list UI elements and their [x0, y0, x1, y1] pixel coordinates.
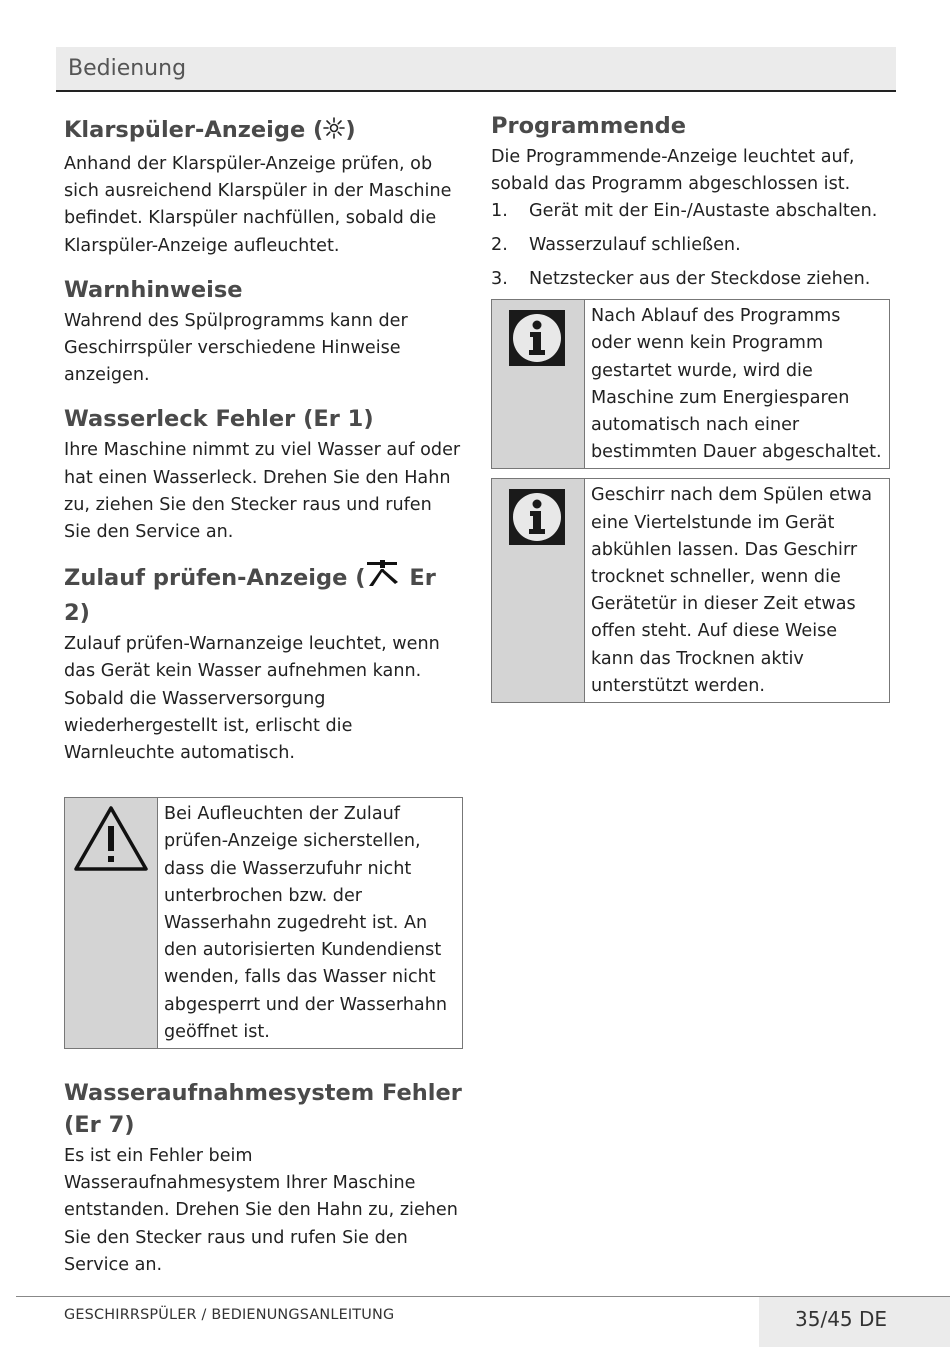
info-icon [509, 489, 565, 549]
info-box [491, 478, 890, 703]
section-title: Programmende [491, 113, 686, 139]
list-item: 2. Wasserzulauf schließen. [491, 235, 741, 255]
section-title: Klarspüler-Anzeige ( ) [64, 114, 464, 149]
steps-list [491, 198, 891, 292]
page-number: 35/45 DE [795, 1307, 888, 1331]
info-icon [509, 310, 565, 370]
list-item: 3. Netzstecker aus der Steckdose ziehen. [491, 268, 871, 289]
warning-icon-cell [65, 798, 158, 1048]
section-warnhinweise [64, 274, 464, 390]
section-klarspueler [64, 114, 464, 260]
section-body: Die Programmende-Anzeige leuchtet auf, sobald das Programm abgeschlossen ist. [491, 147, 855, 195]
section-zulauf [64, 560, 464, 767]
info-icon-cell [492, 300, 585, 468]
section-title: Wasserleck Fehler (Er 1) [64, 406, 374, 433]
section-body: Wahrend des Spülprogramms kann der Geschirrspüler verschiedene Hinweise anzeigen. [64, 310, 408, 386]
page-header [56, 47, 896, 92]
warning-triangle-icon [73, 804, 149, 876]
warning-box [64, 797, 463, 1049]
info-box [491, 299, 890, 469]
sun-icon [323, 116, 345, 149]
header-title: Bedienung [68, 56, 187, 81]
section-title: Wasseraufnahmesystem Fehler (Er 7) [64, 1080, 462, 1139]
right-column [491, 110, 891, 703]
info-icon-cell [492, 479, 585, 702]
info-text: Nach Ablauf des Programms oder wenn kein Programm gestartet wurde, wird die Maschine zum Energiesparen automatisch nach einer bestimmten Dauer abgeschaltet. [591, 306, 882, 463]
section-body: Es ist ein Fehler beim Wasseraufnahmesystem Ihrer Maschine entstanden. Drehen Sie den Hahn zu, ziehen Sie den Stecker raus und rufen Sie den Service an. [64, 1146, 458, 1275]
section-wasseraufnahme [64, 1077, 464, 1279]
section-body: Anhand der Klarspüler-Anzeige prüfen, ob sich ausreichend Klarspüler in der Maschine befindet. Klarspüler nachfüllen, sobald die Klarspüler-Anzeige aufleuchtet. [64, 154, 452, 256]
footer-title: GESCHIRRSPÜLER / BEDIENUNGSANLEITUNG [64, 1307, 395, 1323]
warning-text: Bei Aufleuchten der Zulauf prüfen-Anzeige sicherstellen, dass die Wasserzufuhr nicht unterbrochen bzw. der Wasserhahn zugedreht ist. An den autorisierten Kundendienst wenden, falls das Wasser nicht abgesperrt und der Wasserhahn geöffnet ist. [164, 804, 447, 1042]
section-body: Ihre Maschine nimmt zu viel Wasser auf oder hat einen Wasserleck. Drehen Sie den Hahn zu, ziehen Sie den Stecker raus und rufen Sie den Service an. [64, 440, 461, 543]
section-title: Warnhinweise [64, 276, 243, 303]
list-item: 1. Gerät mit der Ein-/Austaste abschalten. [491, 201, 878, 222]
section-title: Zulauf prüfen-Anzeige ( Er 2) [64, 560, 464, 629]
footer-page-box [759, 1297, 950, 1347]
section-programmende [491, 110, 891, 293]
section-wasserleck [64, 403, 464, 546]
water-tap-icon [365, 560, 401, 597]
info-text: Geschirr nach dem Spülen etwa eine Viertelstunde im Gerät abkühlen lassen. Das Geschirr trocknet schneller, wenn die Gerätetür in dieser Zeit etwas offen steht. Auf diese Weise kann das Trocknen aktiv unterstützt werden. [591, 485, 872, 696]
left-column [64, 114, 464, 1293]
section-body: Zulauf prüfen-Warnanzeige leuchtet, wenn das Gerät kein Wasser aufnehmen kann. Sobald die Wasserversorgung wiederhergestellt ist, erlischt die Warnleuchte automatisch. [64, 634, 440, 764]
